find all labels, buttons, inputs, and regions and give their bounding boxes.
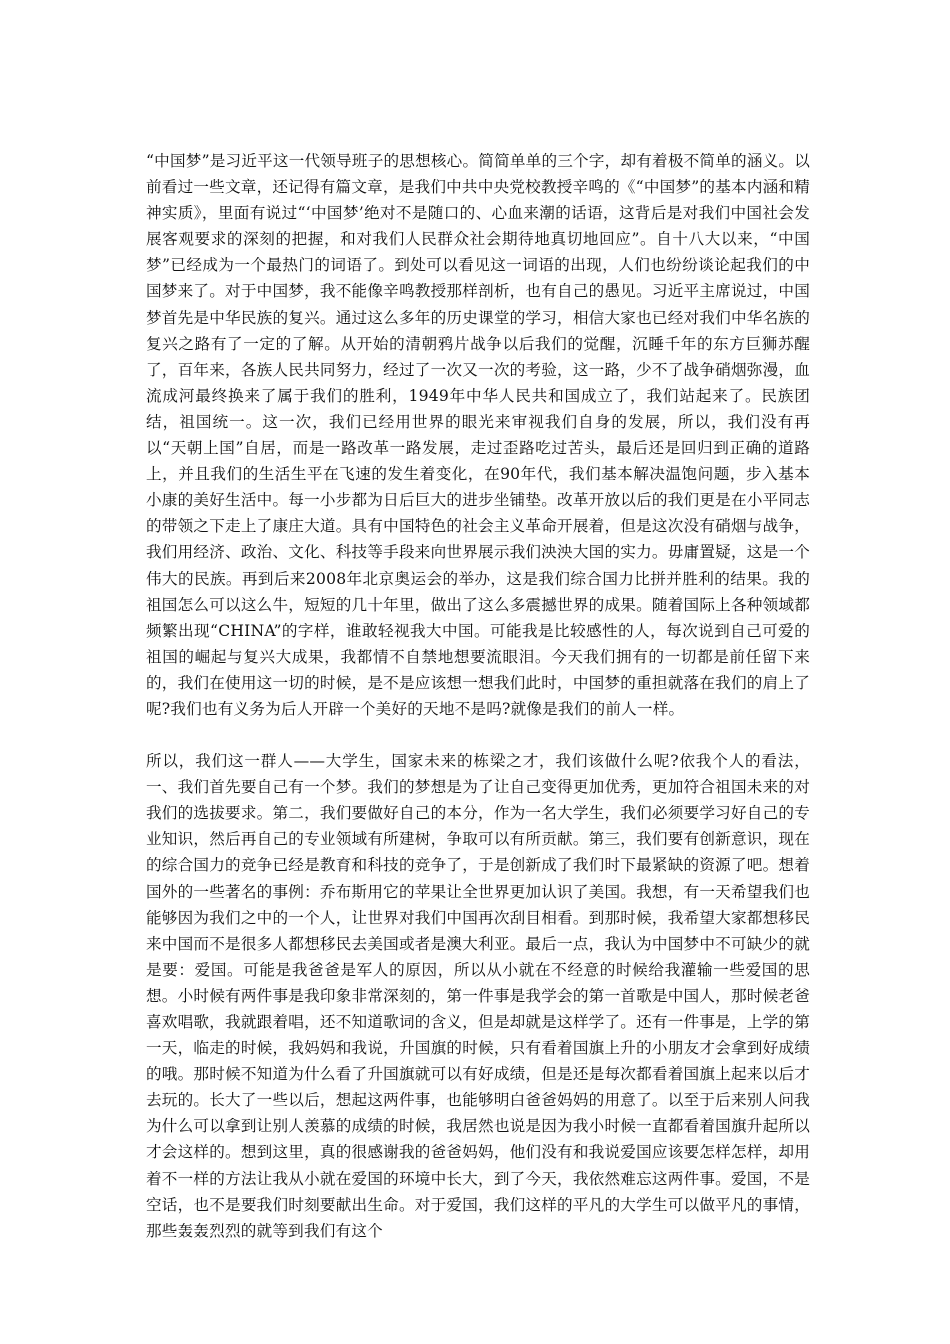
- paragraph-college-students-role: 所以，我们这一群人——大学生，国家未来的栋梁之才，我们该做什么呢?依我个人的看法，一、我们首先要自己有一个梦。我们的梦想是为了让自己变得更加优秀，更加符合祖国未来的对我们的选拔要求。第二，我们要做好自己的本分，作为一名大学生，我们必须要学习好自己的专业知识，然后再自己的专业领域有所建树，争取可以有所贡献。第三，我们要有创新意识，现在的综合国力的竞争已经是教育和科技的竞争了，于是创新成了我们时下最紧缺的资源了吧。想着国外的一些著名的事例：乔布斯用它的苹果让全世界更加认识了美国。我想，有一天希望我们也能够因为我们之中的一个人，让世界对我们中国再次刮目相看。到那时候，我希望大家都想移民来中国而不是很多人都想移民去美国或者是澳大利亚。最后一点，我认为中国梦中不可缺少的就是要：爱国。可能是我爸爸是军人的原因，所以从小就在不经意的时候给我灌输一些爱国的思想。小时候有两件事是我印象非常深刻的，第一件事是我学会的第一首歌是中国人，那时候老爸喜欢唱歌，我就跟着唱，还不知道歌词的含义，但是却就是这样学了。还有一件事是，上学的第一天，临走的时候，我妈妈和我说，升国旗的时候，只有看着国旗上升的小朋友才会拿到好成绩的哦。那时候不知道为什么看了升国旗就可以有好成绩，但是还是每次都看着国旗上起来以后才去玩的。长大了一些以后，想起这两件事，也能够明白爸爸妈妈的用意了。以至于后来别人问我为什么可以拿到让别人羡慕的成绩的时候，我居然也说是因为我小时候一直都看着国旗升起所以才会这样的。想到这里，真的很感谢我的爸爸妈妈，他们没有和我说爱国应该要怎样怎样，却用着不一样的方法让我从小就在爱国的环境中长大，到了今天，我依然难忘这两件事。爱国，不是空话，也不是要我们时刻要献出生命。对于爱国，我们这样的平凡的大学生可以做平凡的事情，那些轰轰烈烈的就等到我们有这个: [146, 752, 810, 1240]
- document-body: [146, 148, 810, 1244]
- paragraph-chinese-dream-intro: “中国梦”是习近平这一代领导班子的思想核心。简简单单的三个字，却有着极不简单的涵义。以前看过一些文章，还记得有篇文章，是我们中共中央党校教授辛鸣的《“中国梦”的基本内涵和精神实质》，里面有说过“‘中国梦’绝对不是随口的、心血来潮的话语，这背后是对我们中国社会发展客观要求的深刻的把握，和对我们人民群众社会期待地真切地回应”。自十八大以来，“中国梦”已经成为一个最热门的词语了。到处可以看见这一词语的出现，人们也纷纷谈论起我们的中国梦来了。对于中国梦，我不能像辛鸣教授那样剖析，也有自己的愚见。习近平主席说过，中国梦首先是中华民族的复兴。通过这么多年的历史课堂的学习，相信大家也已经对我们中华名族的复兴之路有了一定的了解。从开始的清朝鸦片战争以后我们的觉醒，沉睡千年的东方巨狮苏醒了，百年来，各族人民共同努力，经过了一次又一次的考验，这一路，少不了战争硝烟弥漫，血流成河最终换来了属于我们的胜利，1949年中华人民共和国成立了，我们站起来了。民族团结，祖国统一。这一次，我们已经用世界的眼光来审视我们自身的发展，所以，我们没有再以“天朝上国”自居，而是一路改革一路发展，走过歪路吃过苦头，最后还是回归到正确的道路上，并且我们的生活生平在飞速的发生着变化，在90年代，我们基本解决温饱问题，步入基本小康的美好生活中。每一小步都为日后巨大的进步坐铺垫。改革开放以后的我们更是在小平同志的带领之下走上了康庄大道。具有中国特色的社会主义革命开展着，但是这次没有硝烟与战争，我们用经济、政治、文化、科技等手段来向世界展示我们泱泱大国的实力。毋庸置疑，这是一个伟大的民族。再到后来2008年北京奥运会的举办，这是我们综合国力比拼并胜利的结果。我的祖国怎么可以这么牛，短短的几十年里，做出了这么多震撼世界的成果。随着国际上各种领域都频繁出现“CHINA”的字样，谁敢轻视我大中国。可能我是比较感性的人，每次说到自己可爱的祖国的崛起与复兴大成果，我都情不自禁地想要流眼泪。今天我们拥有的一切都是前任留下来的，我们在使用这一切的时候，是不是应该想一想我们此时，中国梦的重担就落在我们的肩上了呢?我们也有义务为后人开辟一个美好的天地不是吗?就像是我们的前人一样。: [146, 152, 810, 718]
